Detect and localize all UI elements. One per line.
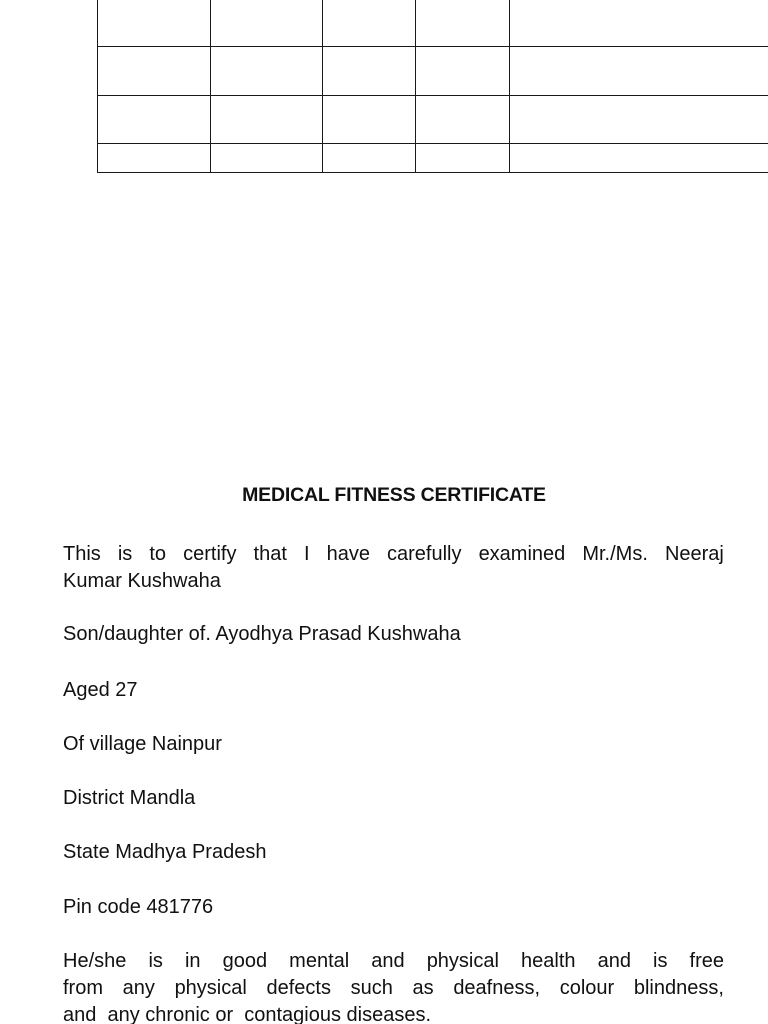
word: carefully	[387, 543, 462, 565]
health-statement-line-3: and any chronic or contagious diseases.	[63, 1004, 431, 1024]
table-cell	[416, 0, 510, 47]
word: mental	[289, 950, 350, 972]
table-cell	[510, 144, 768, 173]
word: colour	[559, 977, 615, 999]
word: certify	[183, 543, 237, 565]
table-cell	[510, 0, 768, 47]
table-cell	[211, 144, 323, 173]
word: is	[148, 950, 163, 972]
table-cell	[323, 0, 416, 47]
word: This	[63, 543, 101, 565]
table-cell	[98, 47, 211, 96]
table-cell	[98, 0, 211, 47]
table-cell	[510, 47, 768, 96]
word: from	[63, 977, 103, 999]
word: Neeraj	[664, 543, 724, 565]
table-cell	[416, 47, 510, 96]
certificate-title: MEDICAL FITNESS CERTIFICATE	[242, 484, 546, 506]
village-line: Of village Nainpur	[63, 733, 222, 755]
word: any	[122, 977, 155, 999]
table-cell	[211, 0, 323, 47]
word: health	[521, 950, 576, 972]
word: deafness,	[453, 977, 541, 999]
table-row	[98, 0, 768, 47]
word: He/she	[63, 950, 127, 972]
table-cell	[211, 47, 323, 96]
table-cell	[416, 96, 510, 144]
table-row	[98, 144, 768, 173]
word: I	[303, 543, 310, 565]
word: physical	[426, 950, 499, 972]
table-cell	[98, 96, 211, 144]
word: examined	[478, 543, 566, 565]
word: is	[117, 543, 133, 565]
age-line: Aged 27	[63, 679, 138, 701]
table-row	[98, 47, 768, 96]
table-cell	[323, 144, 416, 173]
word: and	[597, 950, 631, 972]
word: to	[149, 543, 167, 565]
table-cell	[98, 144, 211, 173]
health-statement-line-1	[63, 948, 724, 975]
word: such	[350, 977, 393, 999]
word: as	[412, 977, 434, 999]
word: physical	[174, 977, 247, 999]
table-cell	[323, 47, 416, 96]
table-cell	[416, 144, 510, 173]
table-cell	[323, 96, 416, 144]
word: good	[222, 950, 268, 972]
table-row	[98, 96, 768, 144]
word: and	[371, 950, 405, 972]
relation-line: Son/daughter of. Ayodhya Prasad Kushwaha	[63, 623, 461, 645]
word: defects	[266, 977, 331, 999]
table-cell	[211, 96, 323, 144]
certify-statement-line-1	[63, 541, 724, 568]
top-grid-table	[97, 0, 768, 173]
word: free	[689, 950, 724, 972]
health-statement-line-2	[63, 975, 724, 1002]
pincode-line: Pin code 481776	[63, 896, 214, 918]
word: have	[326, 543, 370, 565]
word: that	[253, 543, 287, 565]
word: blindness,	[633, 977, 724, 999]
word: is	[653, 950, 668, 972]
certify-statement-line-2: Kumar Kushwaha	[63, 570, 221, 592]
state-line: State Madhya Pradesh	[63, 841, 267, 863]
word: Mr./Ms.	[582, 543, 648, 565]
district-line: District Mandla	[63, 787, 196, 809]
table-cell	[510, 96, 768, 144]
word: in	[184, 950, 201, 972]
